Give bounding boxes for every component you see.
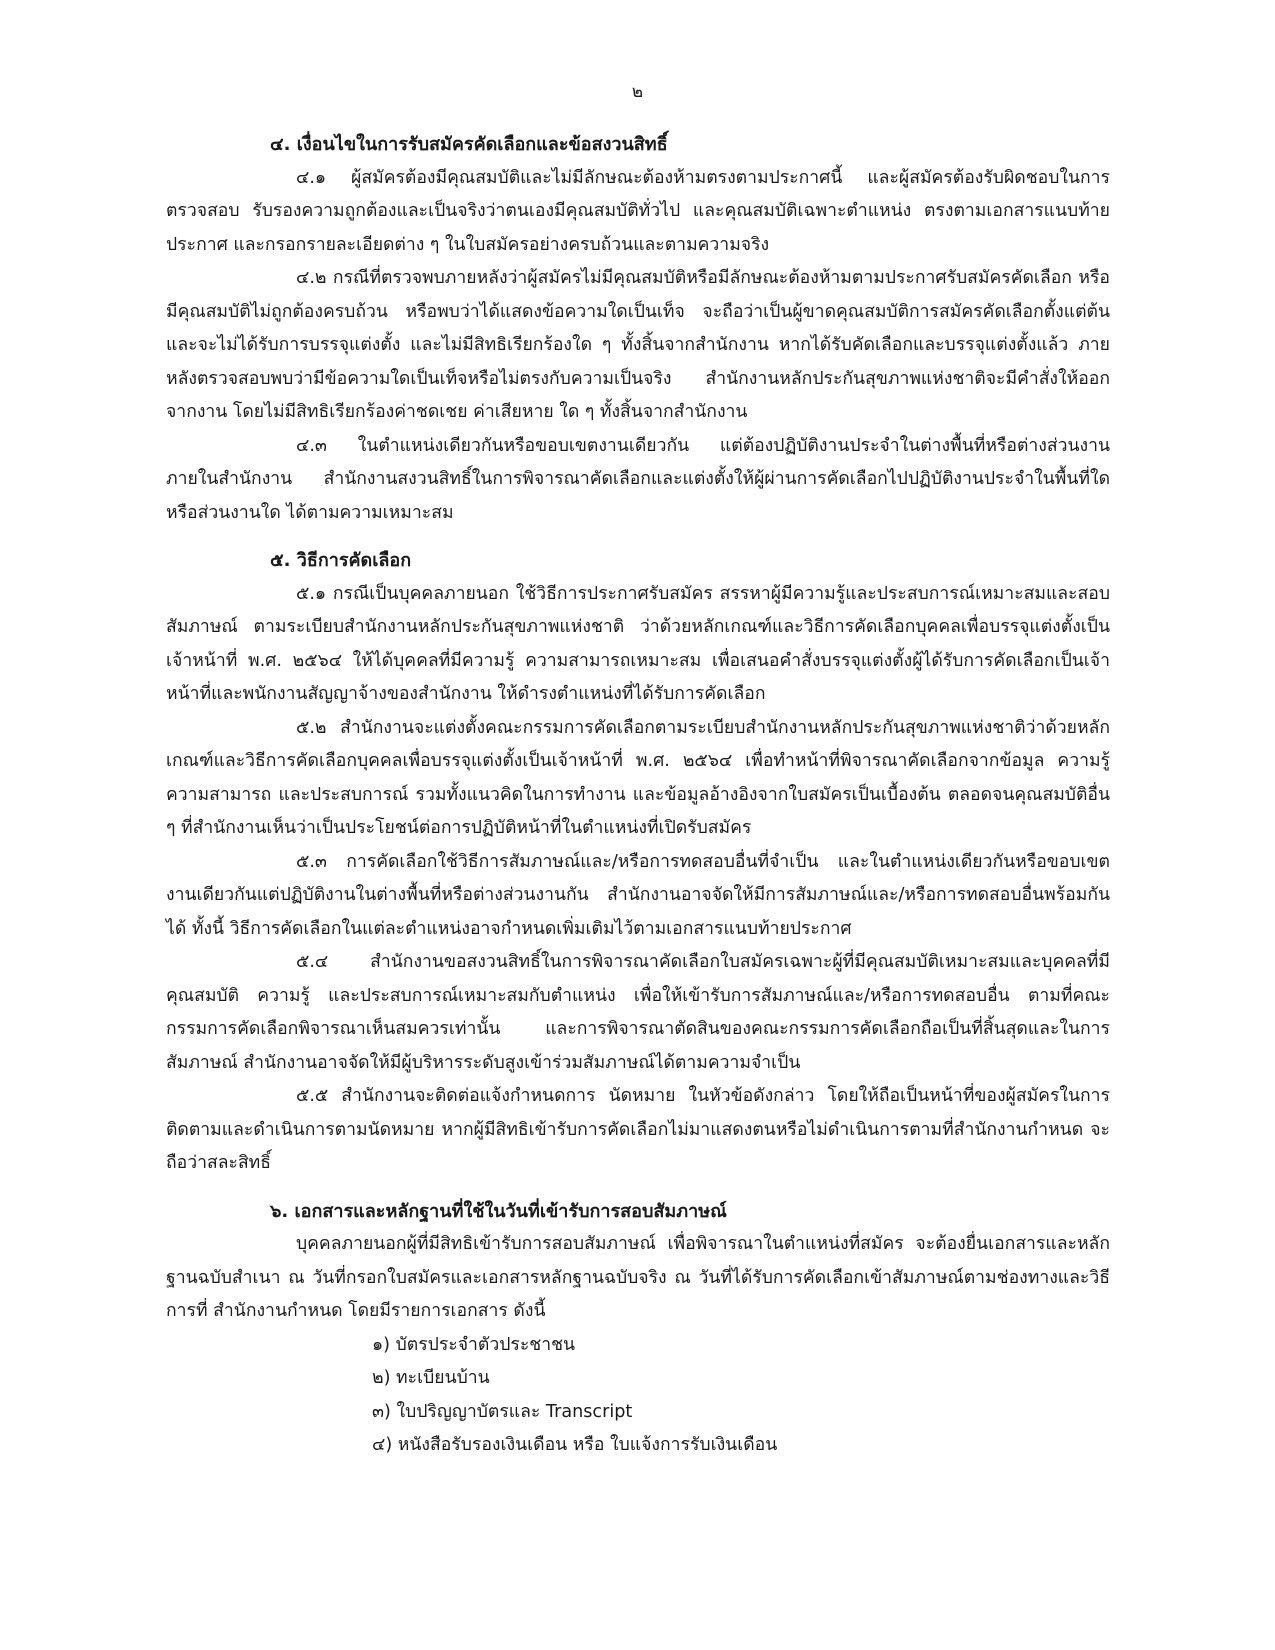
section-6-heading: ๖. เอกสารและหลักฐานที่ใช้ในวันที่เข้ารับการสอบสัมภาษณ์	[270, 1200, 727, 1222]
document-body	[166, 128, 1110, 1463]
section-5-5-paragraph: ๕.๕ สำนักงานจะติดต่อแจ้งกำหนดการ นัดหมาย ในหัวข้อดังกล่าว โดยให้ถือเป็นหน้าที่ของผู้สมัครในการติดตามและดำเนินการตามนัดหมาย หากผู้มีสิทธิเข้ารับการคัดเลือกไม่มาแสดงตนหรือไม่ดำเนินการตามที่สำนักงานกำหนด จะถือว่าสละสิทธิ์	[166, 1086, 1110, 1173]
section-spacer	[166, 530, 1110, 544]
list-item: ๑) บัตรประจำตัวประชาชน	[372, 1334, 576, 1355]
list-item: ๒) ทะเบียนบ้าน	[372, 1368, 490, 1388]
section-6-intro-paragraph: บุคคลภายนอกผู้ที่มีสิทธิเข้ารับการสอบสัมภาษณ์ เพื่อพิจารณาในตำแหน่งที่สมัคร จะต้องยื่นเอกสารและหลักฐานฉบับสำเนา ณ วันที่กรอกใบสมัครและเอกสารหลักฐานฉบับจริง ณ วันที่ได้รับการคัดเลือกเข้าสัมภาษณ์ตามช่องทางและวิธีการที่ สำนักงานกำหนด โดยมีรายการเอกสาร ดังนี้	[166, 1234, 1110, 1321]
section-spacer	[166, 1181, 1110, 1195]
section-4-2-paragraph: ๔.๒ กรณีที่ตรวจพบภายหลังว่าผู้สมัครไม่มีคุณสมบัติหรือมีลักษณะต้องห้ามตามประกาศรับสมัครคัดเลือก หรือมีคุณสมบัติไม่ถูกต้องครบถ้วน หรือพบว่าได้แสดงข้อความใดเป็นเท็จ จะถือว่าเป็นผู้ขาดคุณสมบัติการสมัครคัดเลือกตั้งแต่ต้นและจะไม่ได้รับการบรรจุแต่งตั้ง และไม่มีสิทธิเรียกร้องใด ๆ ทั้งสิ้นจากสำนักงาน หากได้รับคัดเลือกและบรรจุแต่งตั้งแล้ว ภายหลังตรวจสอบพบว่ามีข้อความใดเป็นเท็จหรือไม่ตรงกับความเป็นจริง สำนักงานหลักประกันสุขภาพแห่งชาติจะมีคำสั่งให้ออกจากงาน โดยไม่มีสิทธิเรียกร้องค่าชดเชย ค่าเสียหาย ใด ๆ ทั้งสิ้นจากสำนักงาน	[166, 268, 1110, 422]
required-documents-list	[166, 1329, 1110, 1463]
section-4-3-paragraph: ๔.๓ ในตำแหน่งเดียวกันหรือขอบเขตงานเดียวกัน แต่ต้องปฏิบัติงานประจำในต่างพื้นที่หรือต่างส่วนงานภายในสำนักงาน สำนักงานสงวนสิทธิ์ในการพิจารณาคัดเลือกและแต่งตั้งให้ผู้ผ่านการคัดเลือกไปปฏิบัติงานประจำในพื้นที่ใด หรือส่วนงานใด ได้ตามความเหมาะสม	[166, 435, 1110, 523]
list-item: ๓) ใบปริญญาบัตรและ Transcript	[372, 1401, 633, 1422]
section-4-1-paragraph: ๔.๑ ผู้สมัครต้องมีคุณสมบัติและไม่มีลักษณะต้องห้ามตรงตามประกาศนี้ และผู้สมัครต้องรับผิดชอบในการตรวจสอบ รับรองความถูกต้องและเป็นจริงว่าตนเองมีคุณสมบัติทั่วไป และคุณสมบัติเฉพาะตำแหน่ง ตรงตามเอกสารแนบท้ายประกาศ และกรอกรายละเอียดต่าง ๆ ในใบสมัครอย่างครบถ้วนและตามความจริง	[166, 167, 1110, 255]
section-5-3-paragraph: ๕.๓ การคัดเลือกใช้วิธีการสัมภาษณ์และ/หรือการทดสอบอื่นที่จำเป็น และในตำแหน่งเดียวกันหรือขอบเขตงานเดียวกันแต่ปฏิบัติงานในต่างพื้นที่หรือต่างส่วนงานกัน สำนักงานอาจจัดให้มีการสัมภาษณ์และ/หรือการทดสอบอื่นพร้อมกันได้ ทั้งนี้ วิธีการคัดเลือกในแต่ละตำแหน่งอาจกำหนดเพิ่มเติมไว้ตามเอกสารแนบท้ายประกาศ	[166, 851, 1110, 939]
section-5-1-paragraph: ๕.๑ กรณีเป็นบุคคลภายนอก ใช้วิธีการประกาศรับสมัคร สรรหาผู้มีความรู้และประสบการณ์เหมาะสมและสอบสัมภาษณ์ ตามระเบียบสำนักงานหลักประกันสุขภาพแห่งชาติ ว่าด้วยหลักเกณฑ์และวิธีการคัดเลือกบุคคลเพื่อบรรจุแต่งตั้งเป็นเจ้าหน้าที่ พ.ศ. ๒๕๖๔ ให้ได้บุคคลที่มีความรู้ ความสามารถเหมาะสม เพื่อเสนอคำสั่งบรรจุแต่งตั้งผู้ได้รับการคัดเลือกเป็นเจ้าหน้าที่และพนักงานสัญญาจ้างของสำนักงาน ให้ดำรงตำแหน่งที่ได้รับการคัดเลือก	[166, 583, 1110, 704]
section-5-2-paragraph: ๕.๒ สำนักงานจะแต่งตั้งคณะกรรมการคัดเลือกตามระเบียบสำนักงานหลักประกันสุขภาพแห่งชาติว่าด้วยหลักเกณฑ์และวิธีการคัดเลือกบุคคลเพื่อบรรจุแต่งตั้งเป็นเจ้าหน้าที่ พ.ศ. ๒๕๖๔ เพื่อทำหน้าที่พิจารณาคัดเลือกจากข้อมูล ความรู้ ความสามารถ และประสบการณ์ รวมทั้งแนวคิดในการทำงาน และข้อมูลอ้างอิงจากใบสมัครเป็นเบื้องต้น ตลอดจนคุณสมบัติอื่น ๆ ที่สำนักงานเห็นว่าเป็นประโยชน์ต่อการปฏิบัติหน้าที่ในตำแหน่งที่เปิดรับสมัคร	[166, 717, 1110, 838]
page-number: ๒	[631, 82, 644, 102]
list-item: ๔) หนังสือรับรองเงินเดือน หรือ ใบแจ้งการรับเงินเดือน	[372, 1435, 778, 1455]
section-5-heading: ๕. วิธีการคัดเลือก	[270, 550, 412, 571]
section-4-heading: ๔. เงื่อนไขในการรับสมัครคัดเลือกและข้อสงวนสิทธิ์	[270, 134, 668, 155]
section-5-4-paragraph: ๕.๔ สำนักงานขอสงวนสิทธิ์ในการพิจารณาคัดเลือกใบสมัครเฉพาะผู้ที่มีคุณสมบัติเหมาะสมและบุคคลที่มีคุณสมบัติ ความรู้ และประสบการณ์เหมาะสมกับตำแหน่ง เพื่อให้เข้ารับการสัมภาษณ์และ/หรือการทดสอบอื่น ตามที่คณะกรรมการคัดเลือกพิจารณาเห็นสมควรเท่านั้น และการพิจารณาตัดสินของคณะกรรมการคัดเลือกถือเป็นที่สิ้นสุดและในการสัมภาษณ์ สำนักงานอาจจัดให้มีผู้บริหารระดับสูงเข้าร่วมสัมภาษณ์ได้ตามความจำเป็น	[166, 952, 1110, 1073]
